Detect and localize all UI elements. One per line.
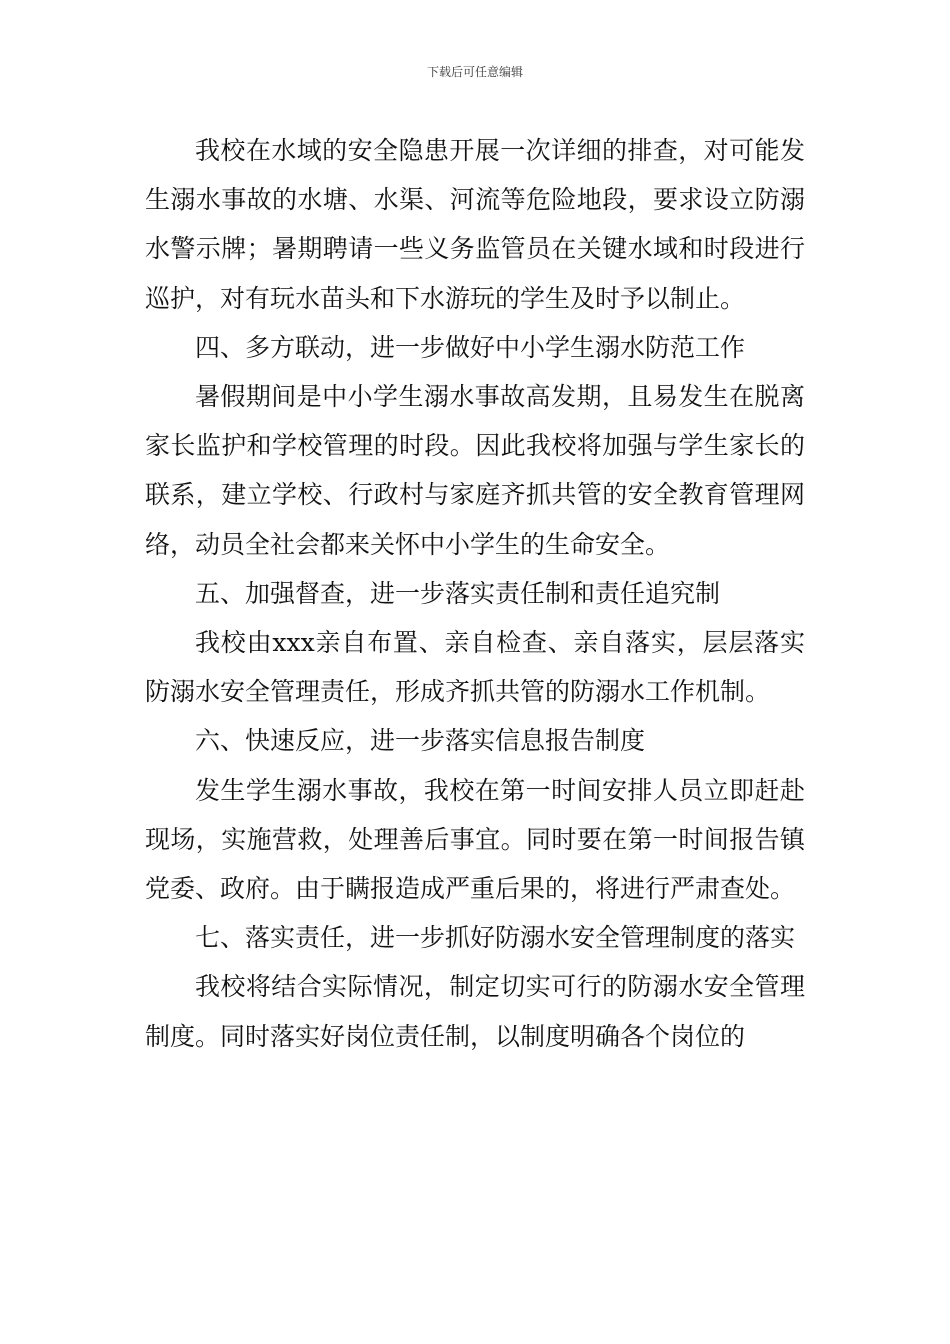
section-heading-7: 七、落实责任，进一步抓好防溺水安全管理制度的落实 xyxy=(195,923,796,953)
page-header: 下载后可任意编辑 xyxy=(426,65,523,79)
paragraph-rules: 我校将结合实际情况，制定切实可行的防溺水安全管理制度。同时落实好岗位责任制，以制度明确各个岗位的 xyxy=(145,972,805,1051)
section-heading-4: 四、多方联动，进一步做好中小学生溺水防范工作 xyxy=(195,332,746,362)
paragraph-responsibility: 我校由xxx亲自布置、亲自检查、亲自落实，层层落实防溺水安全管理责任，形成齐抓共管的防溺水工作机制。 xyxy=(145,628,805,707)
section-heading-6: 六、快速反应，进一步落实信息报告制度 xyxy=(195,726,646,756)
document-body xyxy=(145,126,805,1061)
section-heading-5: 五、加强督查，进一步落实责任制和责任追究制 xyxy=(195,578,721,608)
paragraph-inspection: 我校在水域的安全隐患开展一次详细的排查，对可能发生溺水事故的水塘、水渠、河流等危险地段，要求设立防溺水警示牌；暑期聘请一些义务监管员在关键水域和时段进行巡护，对有玩水苗头和下水游玩的学生及时予以制止。 xyxy=(145,136,805,313)
paragraph-summer-risk: 暑假期间是中小学生溺水事故高发期，且易发生在脱离家长监护和学校管理的时段。因此我校将加强与学生家长的联系，建立学校、行政村与家庭齐抓共管的安全教育管理网络，动员全社会都来关怀中小学生的生命安全。 xyxy=(145,382,805,559)
paragraph-report: 发生学生溺水事故，我校在第一时间安排人员立即赶赴现场，实施营救，处理善后事宜。同时要在第一时间报告镇党委、政府。由于瞒报造成严重后果的，将进行严肃查处。 xyxy=(145,775,805,904)
